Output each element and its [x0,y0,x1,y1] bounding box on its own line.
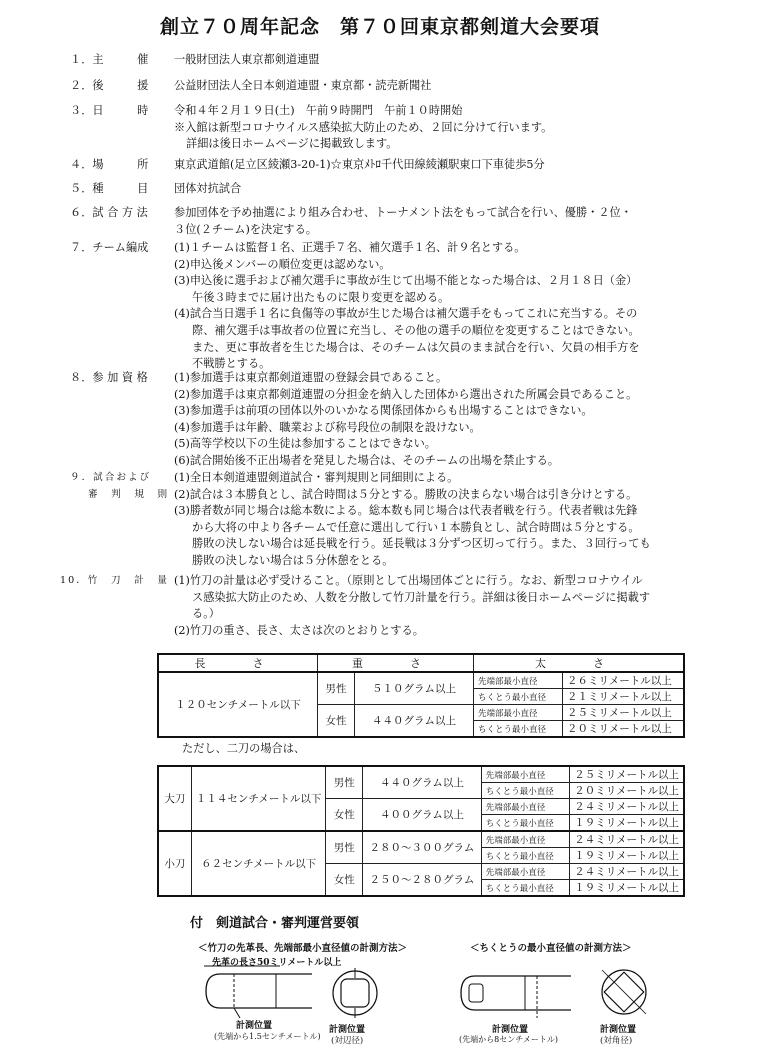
section-line: 東京武道館(足立区綾瀬3-20-1)☆東京ﾒﾄﾛ千代田線綾瀬駅東口下車徒歩5分 [174,158,545,171]
left-point-label: 計測位置 [236,1021,273,1031]
measure-value: ２５ミリメートル以上 [570,766,684,783]
measure-label: 先端部最小直径 [481,766,569,783]
section-line: (2)参加選手は東京都剣道連盟の分担金を納入した団体から選出された所属会員であること。 [174,387,638,401]
weight-cell: ２５０～２８０グラム [363,864,482,897]
section-line: ３位(２チーム)を決定する。 [174,222,317,236]
weight-cell: ４４０グラム以上 [355,705,474,738]
measure-label: ちくとう最小直径 [481,783,569,799]
measure-value: ２４ミリメートル以上 [570,831,684,848]
section-line: 令和４年２月１９日(土) 午前９時開門 午前１０時開始 [174,104,463,117]
section-label: ９．試合および [70,472,152,483]
right-point-label: 計測位置 [492,1025,529,1035]
section-line: から大将の中より各チームで任意に選出して行い１本勝負とし、試合時間は５分とする。 [192,520,640,534]
measure-label: ちくとう最小直径 [474,689,563,705]
measure-value: ２５ミリメートル以上 [563,705,685,721]
section-line: (5)高等学校以下の生徒は参加することはできない。 [174,437,436,451]
measure-label: 先端部最小直径 [474,672,563,689]
gender-cell: 男性 [318,672,355,705]
measure-label: 先端部最小直径 [481,831,569,848]
section-venue [70,157,710,174]
length-cell: １２０センチメートル以下 [158,672,318,737]
gender-cell: 男性 [326,766,363,799]
section-datetime [70,103,710,153]
section-shinai [60,573,710,639]
left-figure-title: ＜竹刀の先革長、先端部最小直径値の計測方法＞ [198,943,408,954]
section-line: る。） [192,607,220,621]
section-line: 勝敗の決しない場合は５分休憩をとる。 [192,553,394,567]
gender-cell: 女性 [326,864,363,897]
measure-value: ２４ミリメートル以上 [570,864,684,880]
right-point-note: (先端から8センチメートル) [459,1035,559,1044]
section-line: (4)参加選手は年齢、職業および称号段位の制限を設けない。 [174,420,481,434]
group-length: ６２センチメートル以下 [191,831,326,896]
section-line: 参加団体を予め抽選により組み合わせ、トーナメント法をもって試合を行い、優勝・２位・ [174,206,632,219]
section-line: 勝敗の決しない場合は延長戦を行う。延長戦は３分ずつ区切って行う。また、３回行っても [192,537,651,551]
section-line: (1)全日本剣道連盟剣道試合・審判規則と同細則による。 [174,471,459,484]
measure-value: ２４ミリメートル以上 [570,799,684,815]
left-point-note: (先端から1.5センチメートル) [214,1032,321,1041]
group-name: 小刀 [158,831,191,896]
right-figure-title: ＜ちくとうの最小直径値の計測方法＞ [470,943,632,954]
section-line: 公益財団法人全日本剣道連盟・東京都・読売新聞社 [174,79,432,92]
section-line: ス感染拡大防止のため、人数を分散して竹刀計量を行う。詳細は後日ホームページに掲載す [192,590,651,604]
section-line: (1)１チームは監督１名、正選手７名、補欠選手１名、計９名とする。 [174,241,526,254]
section-team [70,240,710,373]
section-label: ４．場 所 [70,158,149,171]
nito-note: ただし、二刀の場合は、 [182,742,306,755]
section-line: (2)申込後メンバーの順位変更は認めない。 [174,257,391,271]
section-line: (4)試合当日選手１名に負傷等の事故が生じた場合は補欠選手をもってこれに充当する。その [174,307,638,321]
nito-spec-table [157,765,685,897]
section-line: (1)参加選手は東京都剣道連盟の登録会員であること。 [174,371,448,384]
group-name: 大刀 [158,766,191,831]
section-label: ５．種 目 [70,182,149,195]
section-label: ７．チーム編成 [70,241,149,254]
gender-cell: 男性 [326,831,363,864]
section-line: (1)竹刀の計量は必ず受けること。（原則として出場団体ごとに行う。なお、新型コロナウイル [174,574,643,587]
section-line: また、更に事故者を生じた場合は、そのチームは欠員のまま試合を行い、欠員の相手方を [192,340,640,354]
measure-value: ２１ミリメートル以上 [563,689,685,705]
section-label: ８．参 加 資 格 [70,371,148,384]
measure-value: １９ミリメートル以上 [570,815,684,832]
group-length: １１４センチメートル以下 [191,766,326,831]
measure-label: 先端部最小直径 [474,705,563,721]
section-label: 10．竹 刀 計 量 [60,575,169,586]
section-method [70,205,710,238]
section-event [70,181,710,198]
annex-title: 付 剣道試合・審判運営要領 [190,916,360,931]
measure-label: ちくとう最小直径 [481,815,569,832]
section-label: １．主 催 [70,53,149,66]
measure-value: １９ミリメートル以上 [570,880,684,897]
section-label: ２．後 援 [70,79,149,92]
weight-cell: ４００グラム以上 [363,799,482,832]
section-label-2: 審 判 規 則 [88,489,170,500]
section-label: ６．試 合 方 法 [70,206,148,219]
chikuto-diagram [455,962,575,1022]
section-label: ３．日 時 [70,104,149,117]
header-weight: 重 さ [318,654,474,672]
shinai-tip-diagram [200,960,320,1020]
left-section-label: 計測位置 [329,1025,366,1035]
header-length: 長 さ [158,654,318,672]
weight-cell: ４４０グラム以上 [363,766,482,799]
shinai-cross-section-flat [328,966,382,1020]
section-line: (6)試合開始後不正出場者を発見した場合は、そのチームの出場を禁止する。 [174,453,560,467]
section-line: 一般財団法人東京都剣道連盟 [174,53,320,66]
section-line: 不戦勝とする。 [192,357,271,371]
shinai-spec-table [157,653,685,738]
measure-value: ２０ミリメートル以上 [563,721,685,738]
section-line: ※入館は新型コロナウイルス感染拡大防止のため、２回に分けて行います。 [174,120,553,134]
page-title: 創立７０周年記念 第７０回東京都剣道大会要項 [159,16,600,38]
measure-label: 先端部最小直径 [481,799,569,815]
gender-cell: 女性 [326,799,363,832]
section-line: (2)竹刀の重さ、長さ、太さは次のとおりとする。 [174,623,424,637]
measure-value: ２６ミリメートル以上 [563,672,685,689]
section-line: (3)参加選手は前項の団体以外のいかなる関係団体からも出場することはできない。 [174,404,593,418]
right-section-label: 計測位置 [600,1025,637,1035]
weight-cell: ５１０グラム以上 [355,672,474,705]
measure-value: ２０ミリメートル以上 [570,783,684,799]
section-sponsor [70,78,710,95]
section-line: (3)申込後に選手および補欠選手に事故が生じて出場不能となった場合は、２月１８日（金） [174,274,638,288]
right-section-note: (対角径) [600,1036,633,1046]
section-line: 詳細は後日ホームページに掲載致します。 [186,137,398,151]
chikuto-cross-section-diagonal [596,964,652,1020]
measure-value: １９ミリメートル以上 [570,848,684,864]
section-line: (2)試合は３本勝負とし、試合時間は５分とする。勝敗の決まらない場合は引き分けとする。 [174,487,638,501]
measure-label: ちくとう最小直径 [474,721,563,738]
weight-cell: ２８０～３００グラム [363,831,482,864]
section-rules [70,470,710,570]
leather-length-label: 先革の長さ50ミリメートル以上 [212,958,342,968]
measure-label: 先端部最小直径 [481,864,569,880]
section-line: 団体対抗試合 [174,182,242,195]
section-eligibility [70,370,710,470]
section-organizer [70,52,710,69]
left-section-note: (対辺径) [331,1036,364,1046]
measure-label: ちくとう最小直径 [481,880,569,897]
section-line: 際、補欠選手は事故者の位置に充当し、その他の選手の順位を変更することはできない。 [192,323,640,337]
measure-label: ちくとう最小直径 [481,848,569,864]
header-thickness: 太 さ [474,654,685,672]
section-line: (3)勝者数が同じ場合は総本数による。総本数も同じ場合は代表者戦を行う。代表者戦は先鋒 [174,504,638,518]
section-line: 午後３時までに届け出たものに限り変更を認める。 [192,290,450,304]
gender-cell: 女性 [318,705,355,738]
